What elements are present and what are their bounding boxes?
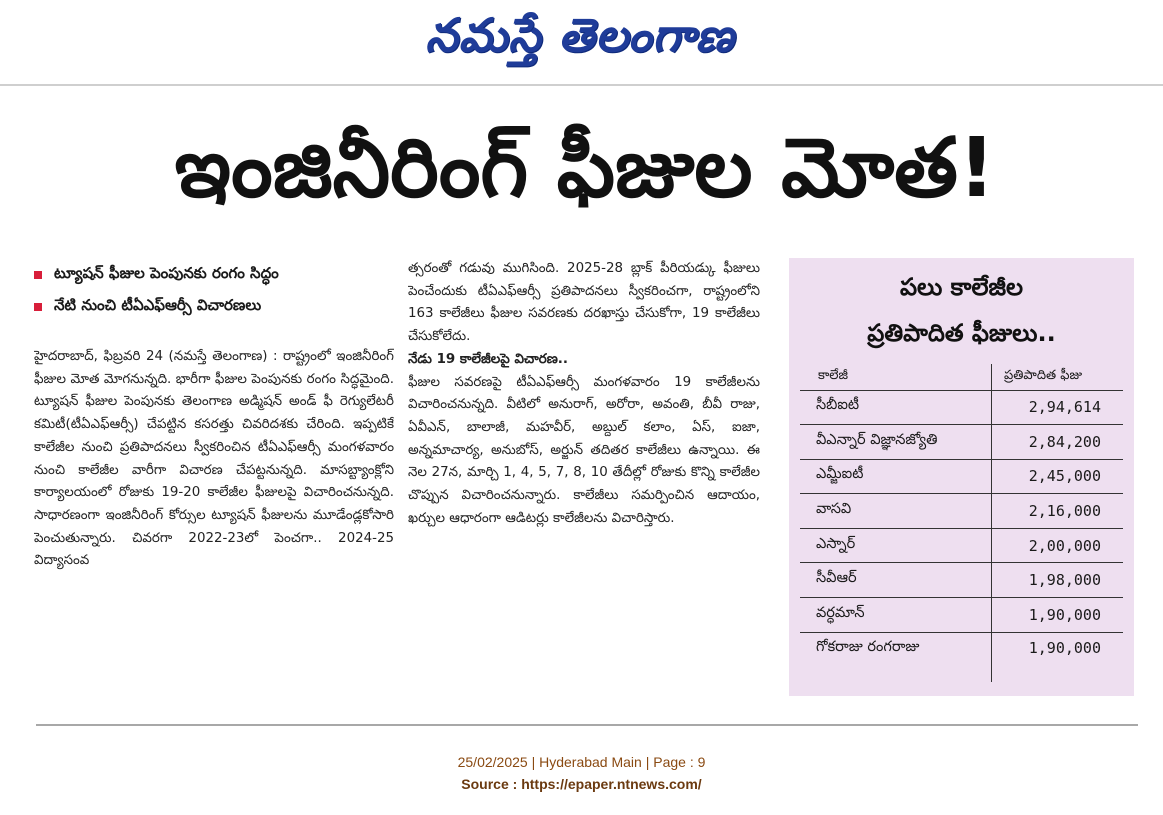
bullet-text: నేటి నుంచి టీఏఎఫ్ఆర్సీ విచారణలు — [54, 296, 262, 314]
fee-table-title — [789, 264, 1134, 356]
fee-table — [800, 364, 1123, 682]
college-name: వర్ధమాన్ — [800, 598, 992, 633]
college-name: ఎమ్జీఐటీ — [800, 459, 992, 494]
college-name: ఎస్నార్ — [800, 528, 992, 563]
table-row — [800, 632, 1123, 682]
highlight-bullets — [34, 262, 404, 326]
college-fee: 2,45,000 — [992, 459, 1123, 494]
bullet-square-icon — [34, 303, 42, 311]
bullet-square-icon — [34, 271, 42, 279]
college-fee: 1,98,000 — [992, 563, 1123, 598]
college-name: వీఎన్నార్ విజ్ఞానజ్యోతి — [800, 425, 992, 460]
header-fee: ప్రతిపాదిత ఫీజు — [992, 364, 1123, 390]
college-name: సీవీఆర్ — [800, 563, 992, 598]
column-2-para-2: ఫీజుల సవరణపై టీఏఎఫ్ఆర్సీ మంగళవారం 19 కాలేజీలను విచారించనున్నది. వీటిలో అనురాగ్, అరోరా, అవంతి, బీవీ రాజు, ఏవీఎన్, బాలాజీ, మహవీర్, అబ్దుల్ కలాం, ఏస్, ఐజా, అన్నమాచార్య, అనుబోస్, అర్జున్ తదితర కాలేజీలు ఉన్నాయి. ఈ నెల 27న, మార్చి 1, 4, 5, 7, 8, 10 తేదీల్లో రోజుకు కొన్ని కాలేజీల చొప్పున విచారించనున్నారు. కాలేజీలు సమర్పించిన ఆదాయం, ఖర్చుల ఆధారంగా ఆడిటర్లు కాలేజీలను విచారిస్తారు. — [408, 374, 760, 526]
newspaper-masthead: నమస్తే తెలంగాణ — [425, 8, 735, 62]
college-fee: 2,16,000 — [992, 494, 1123, 529]
column-2-subheading: నేడు 19 కాలేజీలపై విచారణ.. — [408, 351, 568, 367]
fee-table-title-line-2: ప్రతిపాదిత ఫీజులు.. — [867, 319, 1056, 347]
bullet-item — [34, 262, 404, 288]
table-row — [800, 494, 1123, 529]
article-headline: ఇంజినీరింగ్ ఫీజుల మోత! — [174, 121, 996, 216]
college-name: గోకరాజు రంగరాజు — [816, 638, 920, 655]
college-fee: 2,84,200 — [992, 425, 1123, 460]
column-1-text: హైదరాబాద్, ఫిబ్రవరి 24 (నమస్తే తెలంగాణ) : రాష్ట్రంలో ఇంజినీరింగ్ ఫీజుల మోత మోగనున్నది. భారీగా ఫీజుల పెంపునకు రంగం సిద్ధమైంది. ట్యూషన్ ఫీజుల పెంపునకు తెలంగాణ అడ్మిషన్ అండ్ ఫీ రెగ్యులేటరీ కమిటీ(టీఏఎఫ్ఆర్సీ) చేపట్టిన కసరత్తు చివరిదశకు చేరింది. ఇప్పటికే కాలేజీల నుంచి ప్రతిపాదనలు స్వీకరించిన టీఏఎఫ్ఆర్సీ మంగళవారం నుంచి కాలేజీల వారీగా విచారణ చేపట్టనున్నది. మాసబ్ట్యాంక్లోని కార్యాలయంలో రోజుకు 19-20 కాలేజీల ఫీజులపై విచారించనున్నది. సాధారణంగా ఇంజినీరింగ్ కోర్సుల ట్యూషన్ ఫీజులను మూడేండ్లకోసారి పెంచుతున్నారు. చివరగా 2022-23లో పెంచగా.. 2024-25 విద్యాసంవ — [34, 349, 394, 569]
article-column-2 — [408, 258, 760, 710]
footer-edition-info: 25/02/2025 | Hyderabad Main | Page : 9 — [457, 754, 706, 770]
fee-table-header-row — [800, 364, 1123, 390]
college-fee: 1,90,000 — [992, 598, 1123, 633]
bottom-divider — [36, 724, 1138, 726]
masthead-divider — [0, 84, 1163, 86]
table-row — [800, 563, 1123, 598]
column-2-para-1: త్సరంతో గడువు ముగిసింది. 2025-28 బ్లాక్ పీరియడ్కు ఫీజులు పెంచేందుకు టీఏఎఫ్ఆర్సీ ప్రతిపాదనలు స్వీకరించగా, రాష్ట్రంలోని 163 కాలేజీలు ఫీజుల సవరణకు దరఖాస్తు చేసుకోగా, 19 కాలేజీలు చేసుకోలేదు. — [408, 261, 760, 345]
bullet-text: ట్యూషన్ ఫీజుల పెంపునకు రంగం సిద్ధం — [54, 264, 279, 282]
article-column-1 — [34, 346, 394, 706]
fee-table-title-line-1: పలు కాలేజీల — [899, 273, 1024, 301]
table-row — [800, 390, 1123, 425]
college-name: వాసవి — [800, 494, 992, 529]
college-fee: 2,94,614 — [992, 390, 1123, 425]
bullet-item — [34, 294, 404, 320]
table-row — [800, 459, 1123, 494]
table-row — [800, 528, 1123, 563]
table-row — [800, 425, 1123, 460]
college-name: సీబీఐటీ — [800, 390, 992, 425]
table-row — [800, 598, 1123, 633]
college-fee: 1,90,000 — [992, 632, 1123, 682]
header-college: కాలేజీ — [800, 364, 992, 390]
college-fee: 2,00,000 — [992, 528, 1123, 563]
footer-source-link[interactable]: Source : https://epaper.ntnews.com/ — [461, 776, 702, 792]
